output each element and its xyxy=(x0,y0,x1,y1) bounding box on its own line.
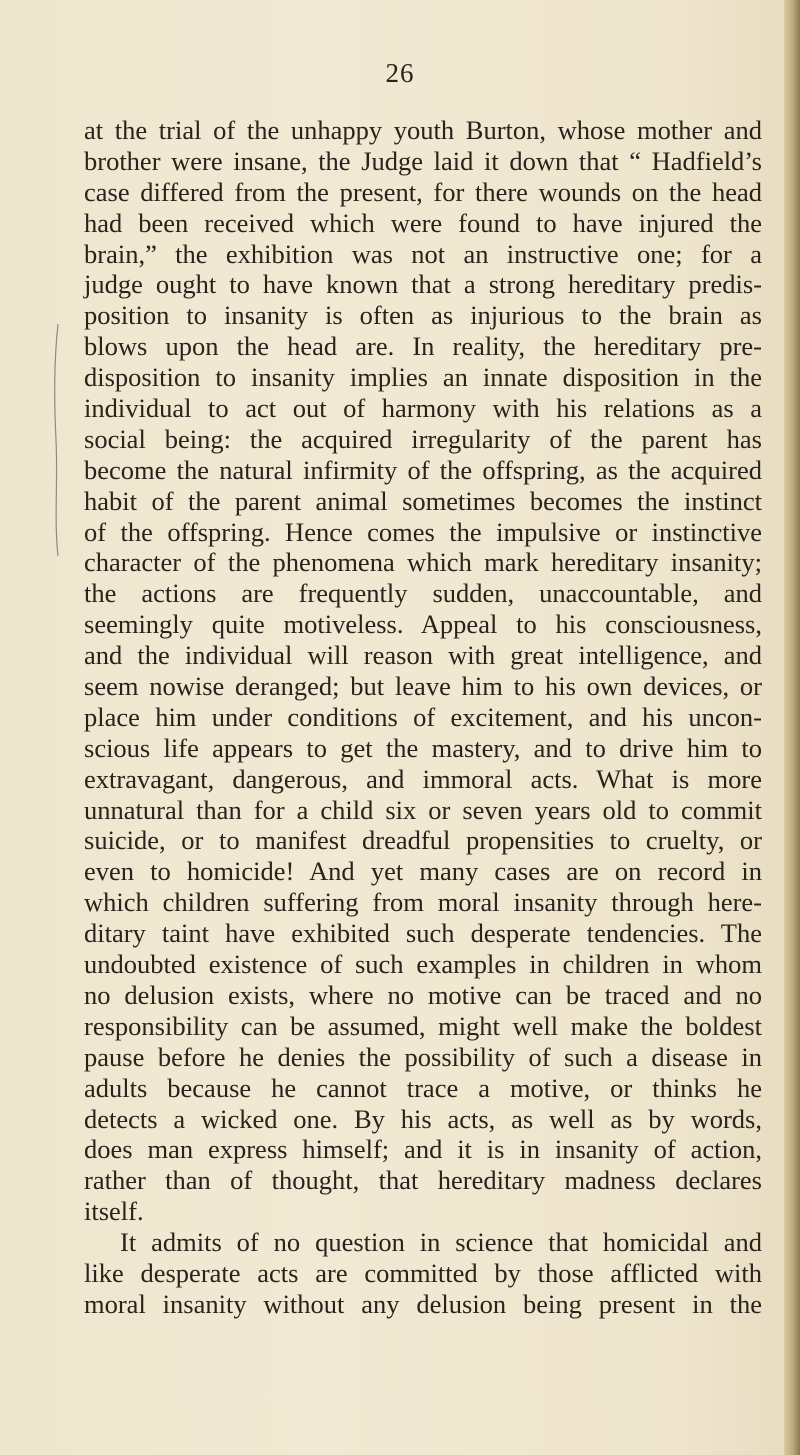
text-line: case differed from the present, for there wounds on the head xyxy=(84,176,762,207)
text-line: position to insanity is often as injurious to the brain as xyxy=(84,300,762,331)
text-line: seemingly quite motiveless. Appeal to his consciousness, xyxy=(84,609,762,640)
text-line: become the natural infirmity of the offspring, as the acquired xyxy=(84,454,762,485)
text-line: brain,” the exhibition was not an instructive one; for a xyxy=(84,238,762,269)
text-line: extravagant, dangerous, and immoral acts. What is more xyxy=(84,763,762,794)
text-line: which children suffering from moral insanity through here- xyxy=(84,887,762,918)
text-line: social being: the acquired irregularity of the parent has xyxy=(84,423,762,454)
text-line: does man express himself; and it is in insanity of action, xyxy=(84,1134,762,1165)
text-line: ditary taint have exhibited such desperate tendencies. The xyxy=(84,918,762,949)
text-line: brother were insane, the Judge laid it down that “ Hadfield’s xyxy=(84,145,762,176)
text-line: suicide, or to manifest dreadful propensities to cruelty, or xyxy=(84,825,762,856)
text-line: like desperate acts are committed by those afflicted with xyxy=(84,1257,762,1288)
margin-pencil-mark xyxy=(50,320,64,560)
page-number: 26 xyxy=(385,58,415,88)
text-line: unnatural than for a child six or seven years old to commit xyxy=(84,794,762,825)
text-line: even to homicide! And yet many cases are on record in xyxy=(84,856,762,887)
text-line: at the trial of the unhappy youth Burton, whose mother and xyxy=(84,115,762,145)
text-line: individual to act out of harmony with his relations as a xyxy=(84,393,762,424)
text-line: character of the phenomena which mark hereditary insanity; xyxy=(84,547,762,578)
text-line: seem nowise deranged; but leave him to his own devices, or xyxy=(84,671,762,702)
text-line: It admits of no question in science that homicidal and xyxy=(120,1227,762,1258)
text-line: had been received which were found to have injured the xyxy=(84,207,762,238)
text-line: pause before he denies the possibility of such a disease in xyxy=(84,1041,762,1072)
text-line: blows upon the head are. In reality, the hereditary pre- xyxy=(84,331,762,362)
text-line: the actions are frequently sudden, unaccountable, and xyxy=(84,578,762,609)
text-line: judge ought to have known that a strong hereditary predis- xyxy=(84,269,762,300)
text-line: and the individual will reason with great intelligence, and xyxy=(84,640,762,671)
text-line: rather than of thought, that hereditary madness declares xyxy=(84,1165,762,1196)
text-line: responsibility can be assumed, might well make the boldest xyxy=(84,1010,762,1041)
text-line: undoubted existence of such examples in children in whom xyxy=(84,949,762,980)
text-line: detects a wicked one. By his acts, as well as by words, xyxy=(84,1103,762,1134)
text-line: moral insanity without any delusion being present in the xyxy=(84,1288,762,1319)
text-line: disposition to insanity implies an innate disposition in the xyxy=(84,362,762,393)
text-line: adults because he cannot trace a motive, or thinks he xyxy=(84,1072,762,1103)
text-line: itself. xyxy=(84,1196,144,1227)
text-line: place him under conditions of excitement, and his uncon- xyxy=(84,701,762,732)
text-line: scious life appears to get the mastery, and to drive him to xyxy=(84,732,762,763)
body-text xyxy=(84,115,762,1320)
book-spine-edge xyxy=(784,0,800,1455)
text-line: of the offspring. Hence comes the impulsive or instinctive xyxy=(84,516,762,547)
text-line: habit of the parent animal sometimes becomes the instinct xyxy=(84,485,762,516)
text-line: no delusion exists, where no motive can be traced and no xyxy=(84,979,762,1010)
